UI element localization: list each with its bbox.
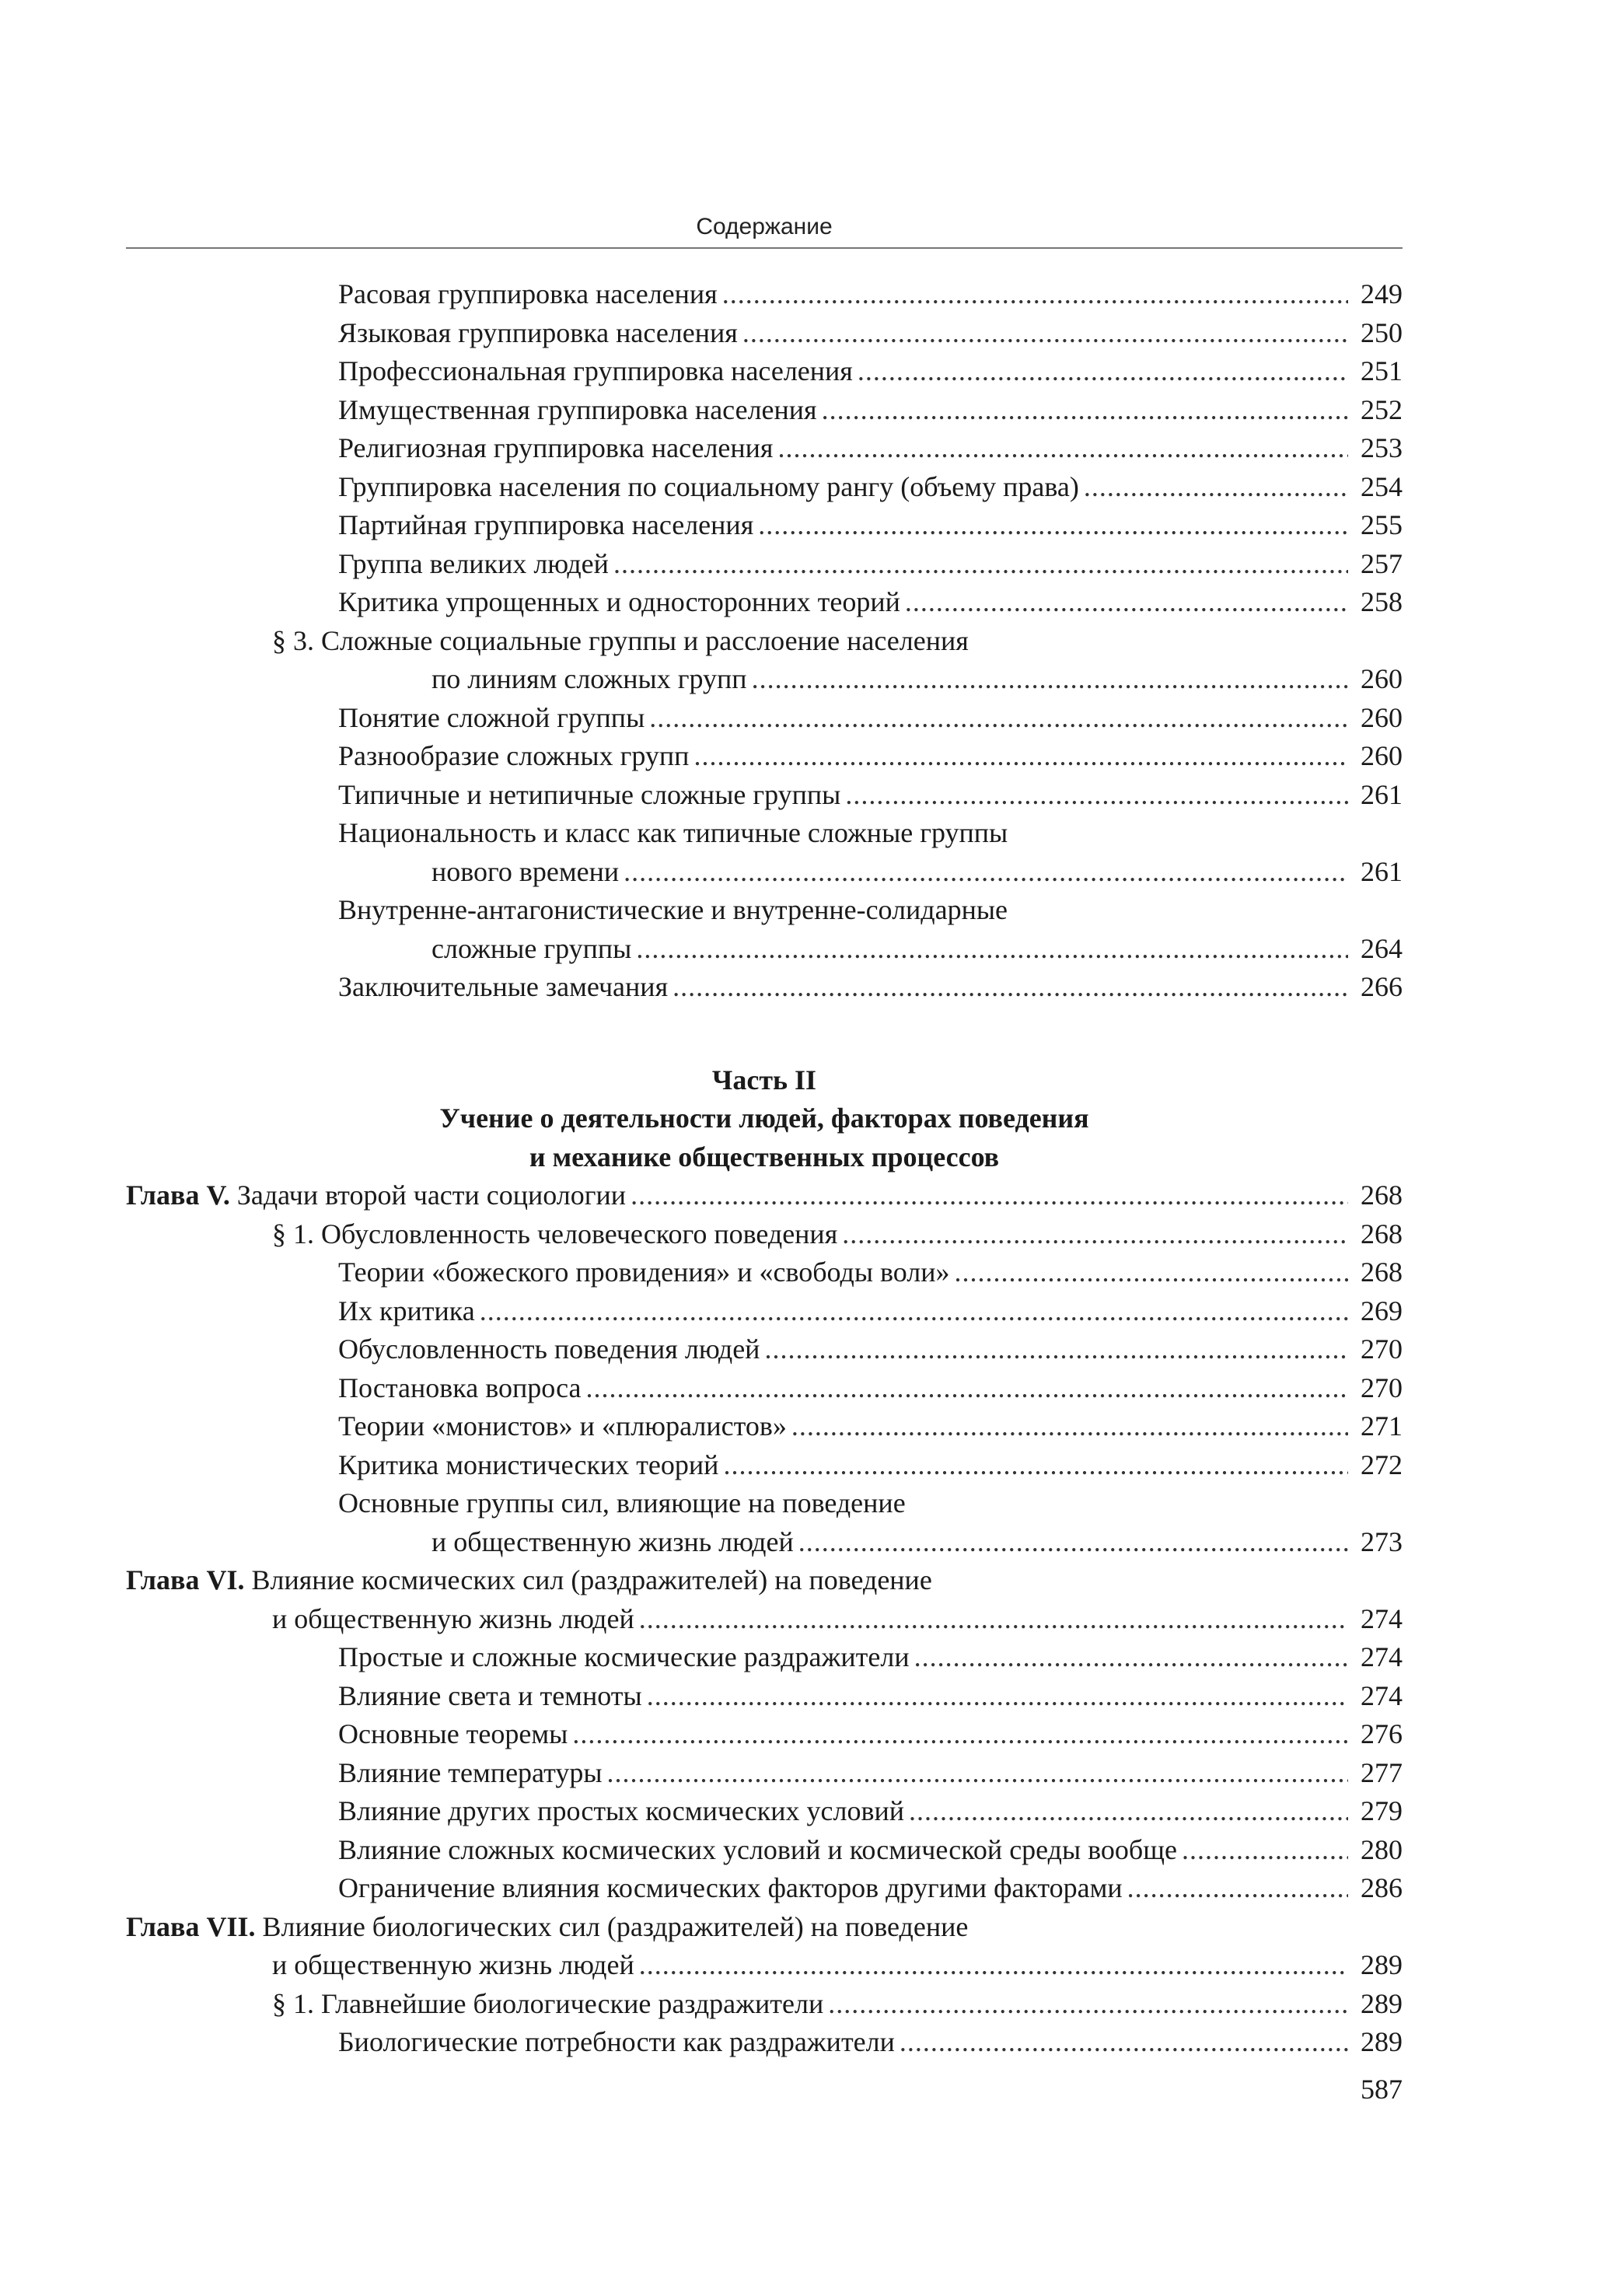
dot-leader (828, 1985, 1348, 2024)
toc-entry-label: сложные группы (431, 932, 632, 964)
toc-entry-label: нового времени (431, 855, 620, 887)
toc-entry-title (338, 1754, 603, 1793)
toc-entry-title (338, 429, 774, 468)
toc-entry-label: Религиозная группировка населения (338, 432, 774, 463)
chapter-number: Глава VII. (126, 1910, 256, 1942)
toc-entry-label: Типичные и нетипичные сложные группы (338, 778, 841, 810)
toc-entry-title (338, 2023, 895, 2062)
dot-leader (649, 699, 1348, 738)
toc-entry-label: Расовая группировка населения (338, 278, 718, 309)
toc-entry[interactable] (126, 275, 1403, 314)
toc-page-number: 260 (1361, 663, 1403, 694)
dot-leader (693, 737, 1348, 776)
toc-entry-title (338, 1715, 568, 1754)
toc-entry-title (338, 1487, 906, 1518)
toc-entry[interactable] (126, 1831, 1403, 1870)
toc-entry-title (338, 1792, 904, 1831)
toc-entry[interactable] (126, 583, 1403, 622)
toc-page-number: 253 (1361, 432, 1403, 463)
dot-leader (791, 1407, 1348, 1446)
toc-page-number: 250 (1361, 316, 1403, 348)
toc-entry[interactable] (126, 1985, 1403, 2024)
toc-page-number: 264 (1361, 932, 1403, 964)
toc-page-number: 286 (1361, 1872, 1403, 1903)
table-of-contents (126, 275, 1403, 2062)
toc-entry-label: и общественную жизнь людей (431, 1525, 794, 1557)
toc-entry-title (272, 1600, 634, 1639)
toc-entry-title (338, 699, 645, 738)
chapter-number: Глава VI. (126, 1564, 245, 1595)
toc-page-number: 270 (1361, 1333, 1403, 1365)
toc-entry[interactable] (126, 1407, 1403, 1446)
dot-leader (905, 583, 1348, 622)
toc-page-number: 260 (1361, 701, 1403, 733)
toc-page-number: 274 (1361, 1602, 1403, 1634)
toc-entry-label: Задачи второй части социологии (229, 1179, 627, 1211)
toc-page-number: 289 (1361, 2026, 1403, 2057)
toc-entry-label: Теории «божеского провидения» и «свободы воли» (338, 1256, 950, 1288)
dot-leader (613, 545, 1348, 584)
dot-leader (722, 275, 1348, 314)
toc-page-number: 268 (1361, 1256, 1403, 1288)
toc-entry-title (338, 1407, 787, 1446)
part-heading: и механике общественных процессов (529, 1141, 1000, 1172)
toc-entry[interactable] (126, 930, 1403, 969)
dot-leader (909, 1792, 1348, 1831)
dot-leader (1127, 1869, 1348, 1908)
toc-entry-label: Влияние температуры (338, 1756, 603, 1788)
toc-page-number: 289 (1361, 1949, 1403, 1980)
toc-entry[interactable] (126, 737, 1403, 776)
toc-entry-title (338, 468, 1079, 507)
toc-entry[interactable] (126, 352, 1403, 391)
toc-entry-label: Партийная группировка населения (338, 509, 754, 540)
toc-chapter-entry[interactable] (126, 1561, 1403, 1600)
toc-entry-label: Влияние биологических сил (раздражителей) на поведение (255, 1910, 969, 1942)
toc-chapter-entry[interactable] (126, 1176, 1403, 1215)
toc-entry-title (338, 583, 900, 622)
toc-entry[interactable] (126, 1292, 1403, 1331)
toc-entry-label: по линиям сложных групп (431, 663, 747, 694)
toc-entry-label: Обусловленность поведения людей (338, 1333, 760, 1365)
toc-entry-title (431, 853, 619, 892)
toc-entry-title (338, 1330, 760, 1369)
toc-entry[interactable] (126, 314, 1403, 353)
toc-entry[interactable] (126, 968, 1403, 1007)
toc-entry-label: Группировка населения по социальному рангу (объему права) (338, 470, 1079, 502)
toc-page-number: 277 (1361, 1756, 1403, 1788)
toc-entry-title (338, 391, 817, 430)
toc-page-number: 249 (1361, 278, 1403, 309)
toc-page-number: 273 (1361, 1525, 1403, 1557)
toc-entry-label: Имущественная группировка населения (338, 393, 817, 425)
toc-entry[interactable] (126, 506, 1403, 545)
toc-entry-title (126, 1176, 626, 1215)
toc-entry[interactable] (126, 1792, 1403, 1831)
toc-entry-label: Основные теоремы (338, 1718, 568, 1749)
toc-entry-label: Влияние сложных космических условий и космической среды вообще (338, 1833, 1177, 1865)
toc-entry[interactable] (126, 891, 1403, 930)
chapter-number: Глава V. (126, 1179, 230, 1211)
dot-leader (778, 429, 1349, 468)
toc-entry-title (338, 1253, 950, 1292)
toc-entry-title (431, 660, 747, 699)
toc-page-number: 280 (1361, 1833, 1403, 1865)
toc-entry-label: § 1. Обусловленность человеческого поведения (272, 1218, 838, 1249)
toc-entry-label: Влияние космических сил (раздражителей) на поведение (244, 1564, 932, 1595)
toc-entry-title (126, 1564, 932, 1595)
dot-leader (914, 1638, 1348, 1677)
toc-entry-label: Простые и сложные космические раздражители (338, 1641, 910, 1672)
dot-leader (764, 1330, 1348, 1369)
toc-entry-label: Постановка вопроса (338, 1372, 582, 1403)
toc-page-number: 272 (1361, 1449, 1403, 1480)
toc-entry-title (338, 1446, 718, 1485)
toc-entry[interactable] (126, 468, 1403, 507)
toc-entry-label: Их критика (338, 1295, 475, 1326)
toc-entry-title (338, 894, 1008, 925)
toc-entry[interactable] (126, 1446, 1403, 1485)
toc-entry[interactable] (126, 1523, 1403, 1562)
toc-page-number: 258 (1361, 586, 1403, 617)
toc-entry[interactable] (126, 776, 1403, 815)
dot-leader (572, 1715, 1348, 1754)
toc-entry[interactable] (126, 1638, 1403, 1677)
toc-entry-title (338, 817, 1008, 848)
dot-leader (639, 1600, 1348, 1639)
toc-entry-label: Понятие сложной группы (338, 701, 645, 733)
toc-entry-title (338, 737, 689, 776)
dot-leader (845, 776, 1348, 815)
toc-entry-label: и общественную жизнь людей (272, 1949, 634, 1980)
toc-page-number: 254 (1361, 470, 1403, 502)
toc-entry[interactable] (126, 1600, 1403, 1639)
toc-entry[interactable] (126, 1484, 1403, 1523)
toc-page-number: 252 (1361, 393, 1403, 425)
toc-chapter-entry[interactable] (126, 1908, 1403, 1947)
toc-entry-title (338, 1292, 475, 1331)
toc-entry-label: Заключительные замечания (338, 971, 669, 1002)
toc-entry-label: Внутренне-антагонистические и внутренне-солидарные (338, 894, 1008, 925)
toc-page-number: 255 (1361, 509, 1403, 540)
toc-entry[interactable] (126, 1253, 1403, 1292)
dot-leader (586, 1369, 1348, 1408)
toc-entry[interactable] (126, 1677, 1403, 1716)
toc-entry-title (338, 776, 840, 815)
toc-entry[interactable] (126, 1215, 1403, 1254)
toc-entry[interactable] (126, 429, 1403, 468)
dot-leader (798, 1523, 1348, 1562)
toc-entry-label: Основные группы сил, влияющие на поведение (338, 1487, 906, 1518)
toc-entry-label: Группа великих людей (338, 547, 609, 579)
toc-entry[interactable] (126, 1754, 1403, 1793)
toc-page-number: 268 (1361, 1179, 1403, 1211)
dot-leader (647, 1677, 1348, 1716)
dot-leader (639, 1946, 1348, 1985)
toc-entry[interactable] (126, 391, 1403, 430)
dot-leader (672, 968, 1348, 1007)
toc-entry-label: Влияние света и темноты (338, 1679, 642, 1711)
toc-entry-title (338, 1369, 582, 1408)
toc-page-number: 268 (1361, 1218, 1403, 1249)
toc-entry[interactable] (126, 699, 1403, 738)
toc-entry-title (431, 930, 631, 969)
toc-entry[interactable] (126, 814, 1403, 853)
page-number: 587 (1361, 2074, 1403, 2105)
toc-entry-label: Национальность и класс как типичные сложные группы (338, 817, 1008, 848)
toc-page-number: 261 (1361, 855, 1403, 887)
toc-page-number: 270 (1361, 1372, 1403, 1403)
toc-entry-title (338, 314, 738, 353)
part-heading: Учение о деятельности людей, факторах поведения (439, 1103, 1089, 1134)
dot-leader (1084, 468, 1348, 507)
toc-page-number: 279 (1361, 1795, 1403, 1826)
toc-page-number: 257 (1361, 547, 1403, 579)
toc-entry-title (338, 275, 718, 314)
toc-entry-title (272, 1215, 837, 1254)
dot-leader (607, 1754, 1348, 1793)
toc-entry-title (338, 352, 853, 391)
toc-page-number: 269 (1361, 1295, 1403, 1326)
toc-entry-label: Разнообразие сложных групп (338, 740, 690, 771)
section-gap (126, 1007, 1403, 1061)
toc-page-number: 261 (1361, 778, 1403, 810)
toc-page-number: 274 (1361, 1641, 1403, 1672)
toc-entry-label: Ограничение влияния космических факторов другими факторами (338, 1872, 1123, 1903)
dot-leader (758, 506, 1348, 545)
dot-leader (822, 391, 1348, 430)
dot-leader (900, 2023, 1348, 2062)
toc-entry-label: Языковая группировка населения (338, 316, 738, 348)
toc-entry-title (338, 1638, 910, 1677)
toc-entry-title (338, 1677, 642, 1716)
toc-entry-label: § 3. Сложные социальные группы и расслоение населения (272, 624, 969, 656)
toc-entry-title (431, 1523, 794, 1562)
toc-entry-title (338, 968, 668, 1007)
toc-entry-label: Биологические потребности как раздражители (338, 2026, 895, 2057)
toc-entry-title (338, 1869, 1123, 1908)
toc-page-number: 289 (1361, 1987, 1403, 2019)
toc-page-number: 271 (1361, 1410, 1403, 1442)
toc-page-number: 260 (1361, 740, 1403, 771)
toc-page-number: 276 (1361, 1718, 1403, 1749)
toc-entry[interactable] (126, 660, 1403, 699)
toc-entry-label: Профессиональная группировка населения (338, 355, 853, 386)
dot-leader (752, 660, 1348, 699)
toc-entry-title (272, 1985, 823, 2024)
toc-page-number: 274 (1361, 1679, 1403, 1711)
toc-page-number: 251 (1361, 355, 1403, 386)
toc-entry-title (272, 1946, 634, 1985)
toc-entry[interactable] (126, 1869, 1403, 1908)
dot-leader (636, 930, 1348, 969)
toc-entry-title (338, 545, 609, 584)
dot-leader (858, 352, 1348, 391)
toc-entry[interactable] (126, 1369, 1403, 1408)
dot-leader (842, 1215, 1348, 1254)
toc-entry[interactable] (126, 2023, 1403, 2062)
toc-entry[interactable] (126, 1330, 1403, 1369)
toc-entry[interactable] (126, 853, 1403, 892)
toc-entry[interactable] (126, 1946, 1403, 1985)
toc-entry-label: Критика упрощенных и односторонних теорий (338, 586, 900, 617)
dot-leader (742, 314, 1348, 353)
dot-leader (631, 1176, 1348, 1215)
toc-entry-label: Критика монистических теорий (338, 1449, 719, 1480)
toc-entry-label: Теории «монистов» и «плюралистов» (338, 1410, 787, 1442)
toc-entry-title (338, 506, 753, 545)
dot-leader (955, 1253, 1348, 1292)
header-rule (126, 247, 1403, 249)
part-heading: Часть II (711, 1064, 817, 1096)
dot-leader (480, 1292, 1348, 1331)
toc-entry-title (338, 1831, 1177, 1870)
toc-entry[interactable] (126, 545, 1403, 584)
toc-entry-label: Влияние других простых космических условий (338, 1795, 905, 1826)
toc-entry-title (126, 1911, 968, 1942)
toc-entry[interactable] (126, 622, 1403, 661)
toc-page-number: 266 (1361, 971, 1403, 1002)
running-header: Содержание (696, 214, 833, 239)
toc-entry-label: § 1. Главнейшие биологические раздражители (272, 1987, 824, 2019)
dot-leader (624, 853, 1348, 892)
toc-entry[interactable] (126, 1715, 1403, 1754)
dot-leader (1182, 1831, 1348, 1870)
dot-leader (723, 1446, 1348, 1485)
toc-entry-label: и общественную жизнь людей (272, 1602, 634, 1634)
toc-entry-title (272, 625, 969, 656)
